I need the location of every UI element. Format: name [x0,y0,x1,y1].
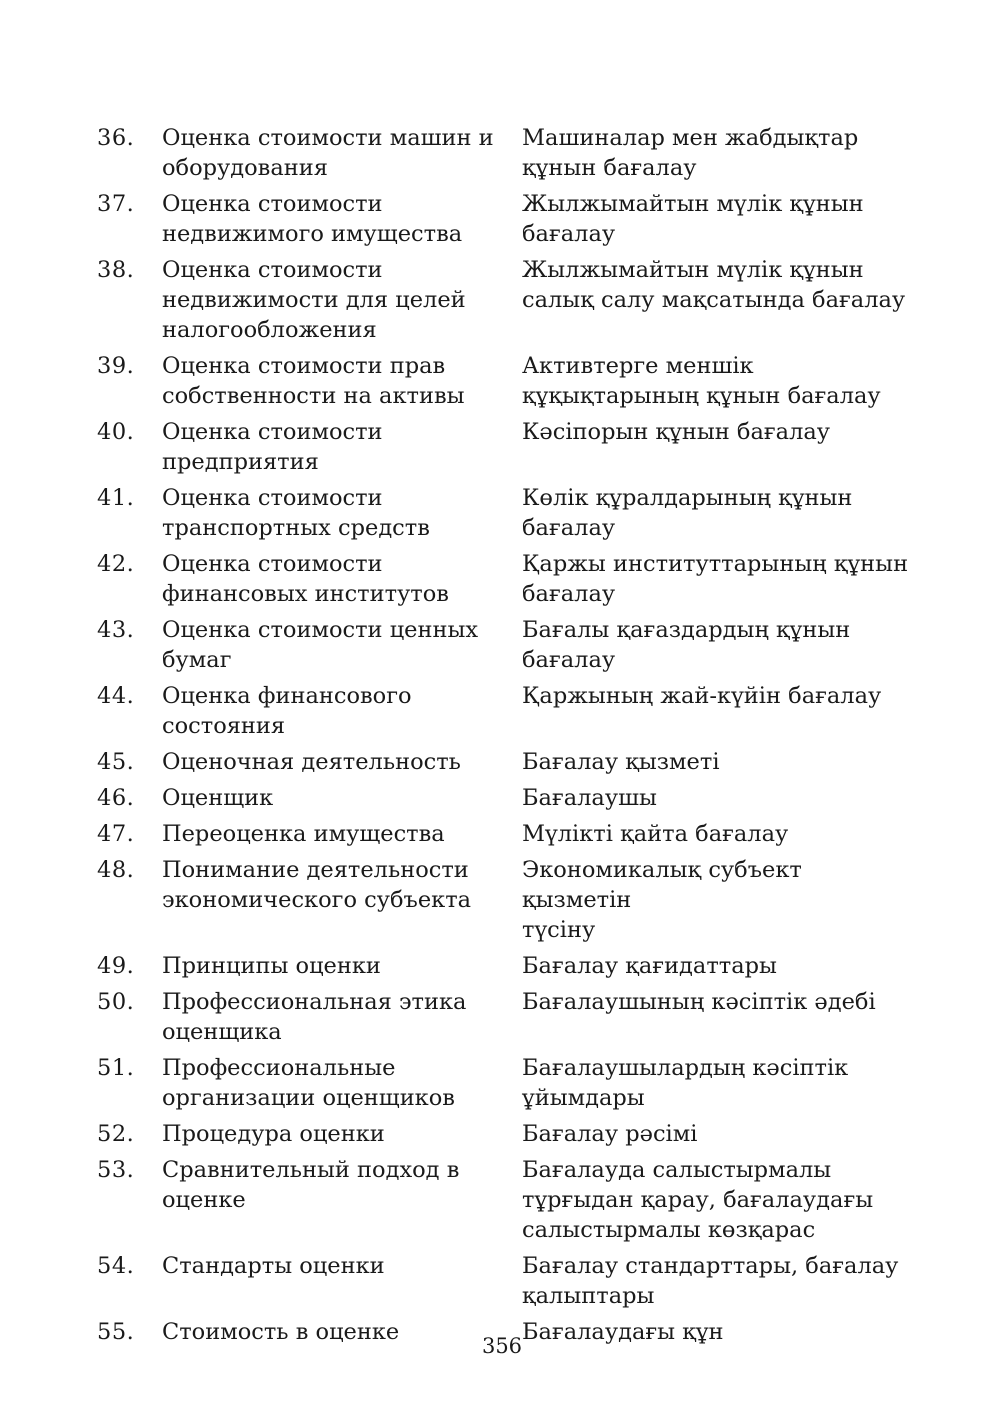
entry-number: 54. [97,1253,135,1279]
term-kazakh: Бағалау стандарттары, бағалау қалыптары [522,1253,899,1309]
term-kazakh: Машиналар мен жабдықтар құнын бағалау [522,125,859,181]
glossary-entry [97,819,917,849]
term-kazakh: Бағалауда салыстырмалы тұрғыдан қарау, бағалаудағы салыстырмалы көзқарас [522,1157,874,1243]
term-russian: Принципы оценки [162,953,381,979]
glossary-entry [97,483,917,543]
entry-number: 37. [97,191,135,217]
glossary-entry [97,615,917,675]
term-kazakh: Жылжымайтын мүлік құнын салық салу мақсатында бағалау [522,257,906,313]
term-kazakh: Жылжымайтын мүлік құнын бағалау [522,191,864,247]
term-russian: Оценка стоимости финансовых институтов [162,551,449,607]
glossary-list [97,123,917,1353]
term-kazakh: Бағалаудағы құн [522,1319,724,1345]
entry-number: 51. [97,1055,135,1081]
entry-number: 46. [97,785,135,811]
entry-number: 39. [97,353,135,379]
term-russian: Сравнительный подход в оценке [162,1157,460,1213]
glossary-entry [97,855,917,945]
term-russian: Оценка финансового состояния [162,683,412,739]
term-russian: Процедура оценки [162,1121,385,1147]
glossary-entry [97,783,917,813]
glossary-entry [97,351,917,411]
entry-number: 36. [97,125,135,151]
term-russian: Оценка стоимости недвижимого имущества [162,191,463,247]
term-russian: Понимание деятельности экономического субъекта [162,857,472,913]
glossary-entry [97,1053,917,1113]
term-russian: Стандарты оценки [162,1253,385,1279]
term-russian: Оценка стоимости транспортных средств [162,485,430,541]
entry-number: 42. [97,551,135,577]
term-kazakh: Кәсіпорын құнын бағалау [522,419,831,445]
term-kazakh: Бағалау қағидаттары [522,953,777,979]
term-russian: Оценка стоимости машин и оборудования [162,125,494,181]
term-kazakh: Экономикалық субъект қызметін түсіну [522,857,802,943]
entry-number: 41. [97,485,135,511]
term-russian: Стоимость в оценке [162,1319,400,1345]
term-kazakh: Қаржы институттарының құнын бағалау [522,551,909,607]
glossary-entry [97,123,917,183]
entry-number: 40. [97,419,135,445]
term-russian: Оценка стоимости ценных бумаг [162,617,479,673]
term-kazakh: Бағалы қағаздардың құнын бағалау [522,617,851,673]
glossary-entry [97,1119,917,1149]
glossary-entry [97,255,917,345]
term-russian: Переоценка имущества [162,821,445,847]
term-kazakh: Бағалау рәсімі [522,1121,698,1147]
glossary-entry [97,417,917,477]
term-russian: Оценщик [162,785,274,811]
glossary-entry [97,1155,917,1245]
entry-number: 45. [97,749,135,775]
term-kazakh: Активтерге меншік құқықтарының құнын бағалау [522,353,881,409]
entry-number: 53. [97,1157,135,1183]
entry-number: 49. [97,953,135,979]
entry-number: 52. [97,1121,135,1147]
term-kazakh: Бағалаушылардың кәсіптік ұйымдары [522,1055,849,1111]
term-russian: Оценочная деятельность [162,749,461,775]
term-russian: Профессиональная этика оценщика [162,989,467,1045]
entry-number: 44. [97,683,135,709]
glossary-entry [97,987,917,1047]
page-number: 356 [481,1334,523,1358]
glossary-entry [97,681,917,741]
term-kazakh: Мүлікті қайта бағалау [522,821,789,847]
entry-number: 48. [97,857,135,883]
term-russian: Профессиональные организации оценщиков [162,1055,455,1111]
entry-number: 38. [97,257,135,283]
glossary-entry [97,1251,917,1311]
glossary-entry [97,189,917,249]
term-kazakh: Бағалаушының кәсіптік әдебі [522,989,876,1015]
term-kazakh: Қаржының жай-күйін бағалау [522,683,882,709]
entry-number: 50. [97,989,135,1015]
entry-number: 43. [97,617,135,643]
term-russian: Оценка стоимости прав собственности на активы [162,353,465,409]
entry-number: 47. [97,821,135,847]
term-kazakh: Бағалау қызметі [522,749,720,775]
glossary-entry [97,747,917,777]
glossary-entry [97,951,917,981]
term-russian: Оценка стоимости предприятия [162,419,383,475]
term-russian: Оценка стоимости недвижимости для целей налогообложения [162,257,466,343]
term-kazakh: Көлік құралдарының құнын бағалау [522,485,853,541]
entry-number: 55. [97,1319,135,1345]
term-kazakh: Бағалаушы [522,785,657,811]
glossary-entry [97,549,917,609]
